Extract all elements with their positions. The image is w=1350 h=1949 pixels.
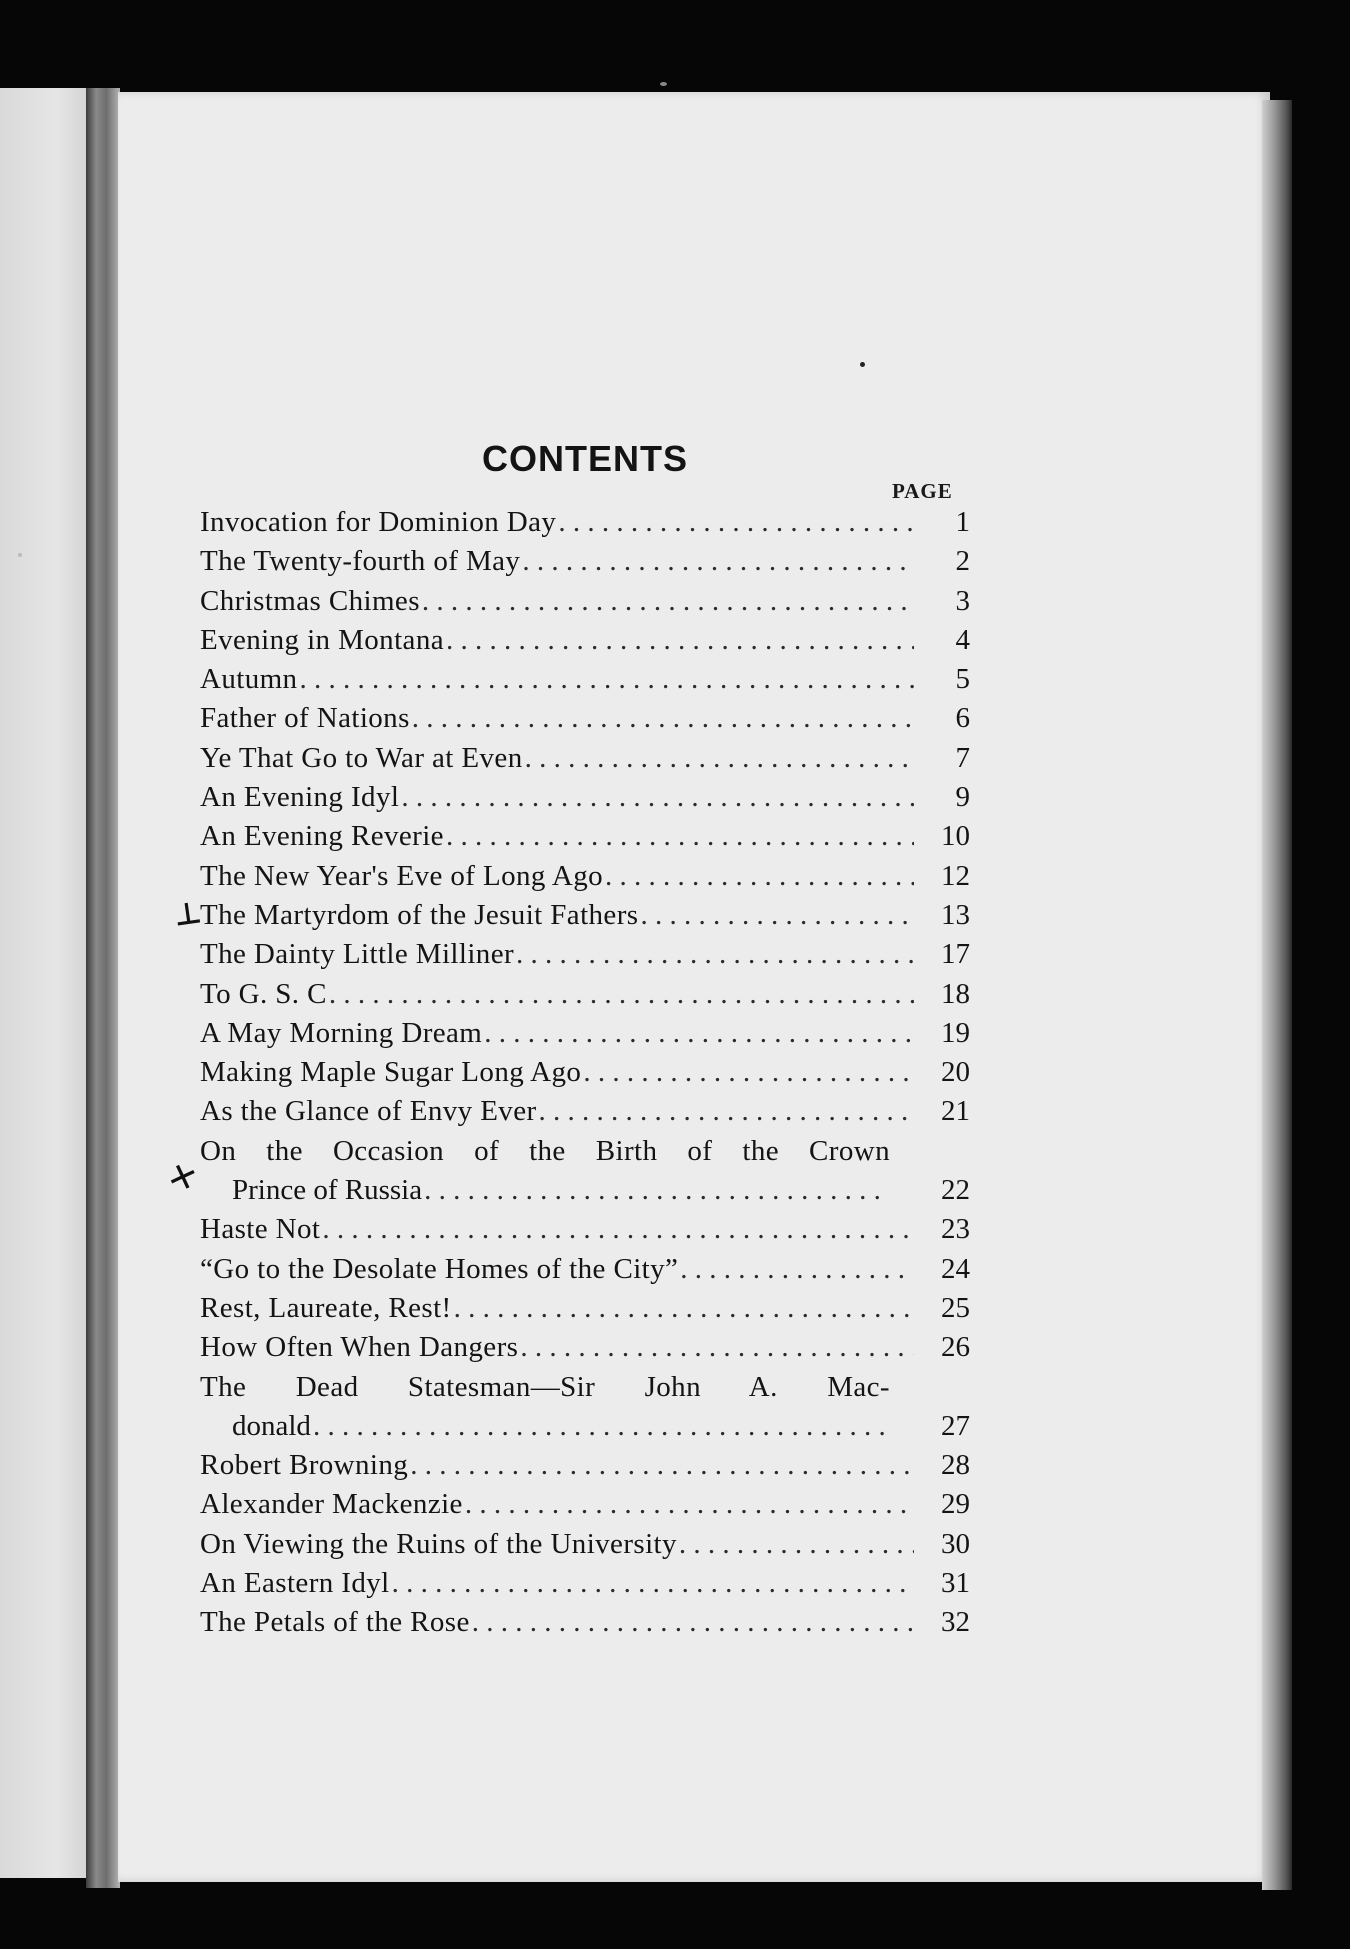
dust-speck — [660, 82, 667, 86]
toc-entry-title: Evening in Montana — [200, 623, 444, 656]
dot-leader — [640, 896, 914, 935]
toc-entry — [200, 778, 970, 817]
toc-entry-page-number: 12 — [941, 859, 970, 892]
dot-leader — [605, 857, 914, 896]
dot-leader — [392, 1564, 914, 1603]
toc-entry — [200, 1603, 970, 1642]
toc-entry-title: Invocation for Dominion Day — [200, 506, 557, 538]
toc-entry — [200, 1250, 970, 1289]
toc-entry — [200, 699, 970, 738]
toc-entry — [200, 1564, 970, 1603]
dot-leader — [454, 1289, 914, 1328]
toc-entry-title: A May Morning Dream — [200, 1016, 483, 1049]
toc-entry — [200, 621, 970, 660]
toc-entry-page-number: 20 — [941, 1056, 970, 1089]
toc-entry-page-number: 27 — [941, 1409, 970, 1442]
toc-entry-title: The Dead Statesman—Sir John A. Mac- — [200, 1370, 890, 1403]
dot-leader — [446, 817, 914, 856]
dot-leader — [522, 542, 914, 581]
toc-entry — [200, 1485, 970, 1524]
toc-entry-page-number: 10 — [941, 820, 970, 853]
dot-leader — [583, 1053, 914, 1092]
toc-entry-title: On the Occasion of the Birth of the Crown — [200, 1134, 890, 1167]
toc-entry — [200, 1525, 970, 1564]
toc-entry — [200, 1092, 970, 1131]
toc-entry-title: Rest, Laureate, Rest! — [200, 1291, 452, 1324]
dot-leader — [322, 1210, 914, 1249]
toc-entry-title: An Evening Idyl — [200, 781, 400, 814]
toc-entry — [200, 542, 970, 581]
toc-entry-page-number: 9 — [955, 781, 970, 814]
dot-leader — [446, 621, 914, 660]
toc-entry-page-number: 7 — [955, 741, 970, 774]
toc-entry-page-number: 17 — [941, 938, 970, 971]
toc-entry — [200, 896, 970, 935]
dot-leader — [525, 739, 914, 778]
toc-entry-title: To G. S. C — [200, 977, 327, 1010]
toc-entry-page-number: 21 — [941, 1095, 970, 1128]
toc-entry-title: On Viewing the Ruins of the University — [200, 1527, 677, 1560]
toc-entry-title: The Petals of the Rose — [200, 1606, 470, 1639]
toc-entry-page-number: 26 — [941, 1331, 970, 1364]
dot-leader — [472, 1603, 914, 1642]
dot-leader — [401, 778, 914, 817]
toc-entry — [200, 660, 970, 699]
toc-entry — [200, 1053, 970, 1092]
toc-entry-title-continuation: donald — [232, 1409, 311, 1442]
toc-entry-page-number: 18 — [941, 977, 970, 1010]
toc-entry-title: As the Glance of Envy Ever — [200, 1095, 537, 1128]
toc-entry-page-number: 31 — [941, 1567, 970, 1600]
dot-leader — [465, 1485, 914, 1524]
dot-leader — [313, 1407, 884, 1446]
toc-entry — [200, 975, 970, 1014]
toc-entry-title: Autumn — [200, 663, 298, 696]
toc-entry — [200, 503, 970, 542]
dust-speck — [18, 553, 22, 557]
toc-entry-title: The New Year's Eve of Long Ago — [200, 859, 604, 892]
toc-entry-title: Christmas Chimes — [200, 584, 420, 617]
toc-entry-page-number: 25 — [941, 1291, 970, 1324]
toc-entry-page-number: 32 — [941, 1606, 970, 1639]
toc-entry-page-number: 6 — [955, 702, 970, 735]
toc-entry — [200, 817, 970, 856]
toc-entry-title: Making Maple Sugar Long Ago — [200, 1056, 582, 1089]
dot-leader — [680, 1250, 914, 1289]
toc-entry-page-number: 28 — [941, 1449, 970, 1482]
toc-entry-title: The Dainty Little Milliner — [200, 938, 515, 971]
facing-page-edge — [0, 88, 95, 1878]
toc-entry — [200, 1328, 970, 1367]
toc-entry-title: Robert Browning — [200, 1449, 409, 1482]
dot-leader — [516, 935, 914, 974]
toc-entry-page-number: 13 — [941, 898, 970, 931]
dot-leader — [558, 503, 914, 542]
toc-entry-title: The Martyrdom of the Jesuit Fathers — [200, 898, 639, 931]
toc-entry-page-number: 2 — [955, 545, 970, 578]
dot-leader — [329, 975, 914, 1014]
dot-leader — [679, 1525, 914, 1564]
toc-entry-page-number: 22 — [941, 1174, 970, 1207]
toc-entry — [200, 1210, 970, 1249]
toc-entry — [200, 857, 970, 896]
toc-entry-title: Haste Not — [200, 1213, 321, 1246]
toc-entry — [200, 1446, 970, 1485]
toc-entry-page-number: 23 — [941, 1213, 970, 1246]
toc-entry — [200, 935, 970, 974]
dust-speck — [860, 362, 865, 367]
toc-entry-page-number: 24 — [941, 1252, 970, 1285]
page-title: CONTENTS — [482, 438, 688, 479]
dot-leader — [412, 699, 914, 738]
toc-entry-title: How Often When Dangers — [200, 1331, 519, 1364]
toc-entry-page-number: 4 — [955, 623, 970, 656]
pencil-cross-mark: ✕ — [162, 1154, 203, 1202]
dot-leader — [299, 660, 914, 699]
toc-entry-title: Ye That Go to War at Even — [200, 741, 523, 774]
toc-entry-title: An Eastern Idyl — [200, 1567, 390, 1600]
toc-entry-page-number: 29 — [941, 1488, 970, 1521]
pencil-tick-mark: ⊥ — [171, 895, 204, 934]
page-column-heading: PAGE — [892, 479, 953, 503]
toc-entry-title: “Go to the Desolate Homes of the City” — [200, 1252, 679, 1285]
toc-entry-page-number: 30 — [941, 1527, 970, 1560]
toc-entry — [200, 1368, 970, 1447]
toc-entry-page-number: 19 — [941, 1016, 970, 1049]
toc-entry-title: The Twenty-fourth of May — [200, 545, 521, 578]
toc-entry-page-number: 3 — [955, 584, 970, 617]
toc-entry-title-continuation: Prince of Russia — [232, 1174, 423, 1207]
toc-entry-title: Alexander Mackenzie — [200, 1488, 463, 1521]
page-fore-edge — [1262, 100, 1292, 1890]
toc-entry-page-number: 1 — [955, 506, 970, 538]
dot-leader — [520, 1328, 914, 1367]
toc-entry-title: An Evening Reverie — [200, 820, 444, 853]
toc-entry — [200, 1289, 970, 1328]
toc-entry — [200, 582, 970, 621]
dot-leader — [424, 1171, 884, 1210]
table-of-contents — [200, 503, 970, 1643]
toc-entry-page-number: 5 — [955, 663, 970, 696]
dot-leader — [539, 1092, 914, 1131]
toc-entry — [200, 739, 970, 778]
binding-gutter — [86, 88, 120, 1888]
dot-leader — [484, 1014, 914, 1053]
toc-entry-title: Father of Nations — [200, 702, 410, 735]
toc-entry — [200, 1014, 970, 1053]
dot-leader — [410, 1446, 914, 1485]
toc-entry — [200, 1132, 970, 1211]
dot-leader — [422, 582, 914, 621]
